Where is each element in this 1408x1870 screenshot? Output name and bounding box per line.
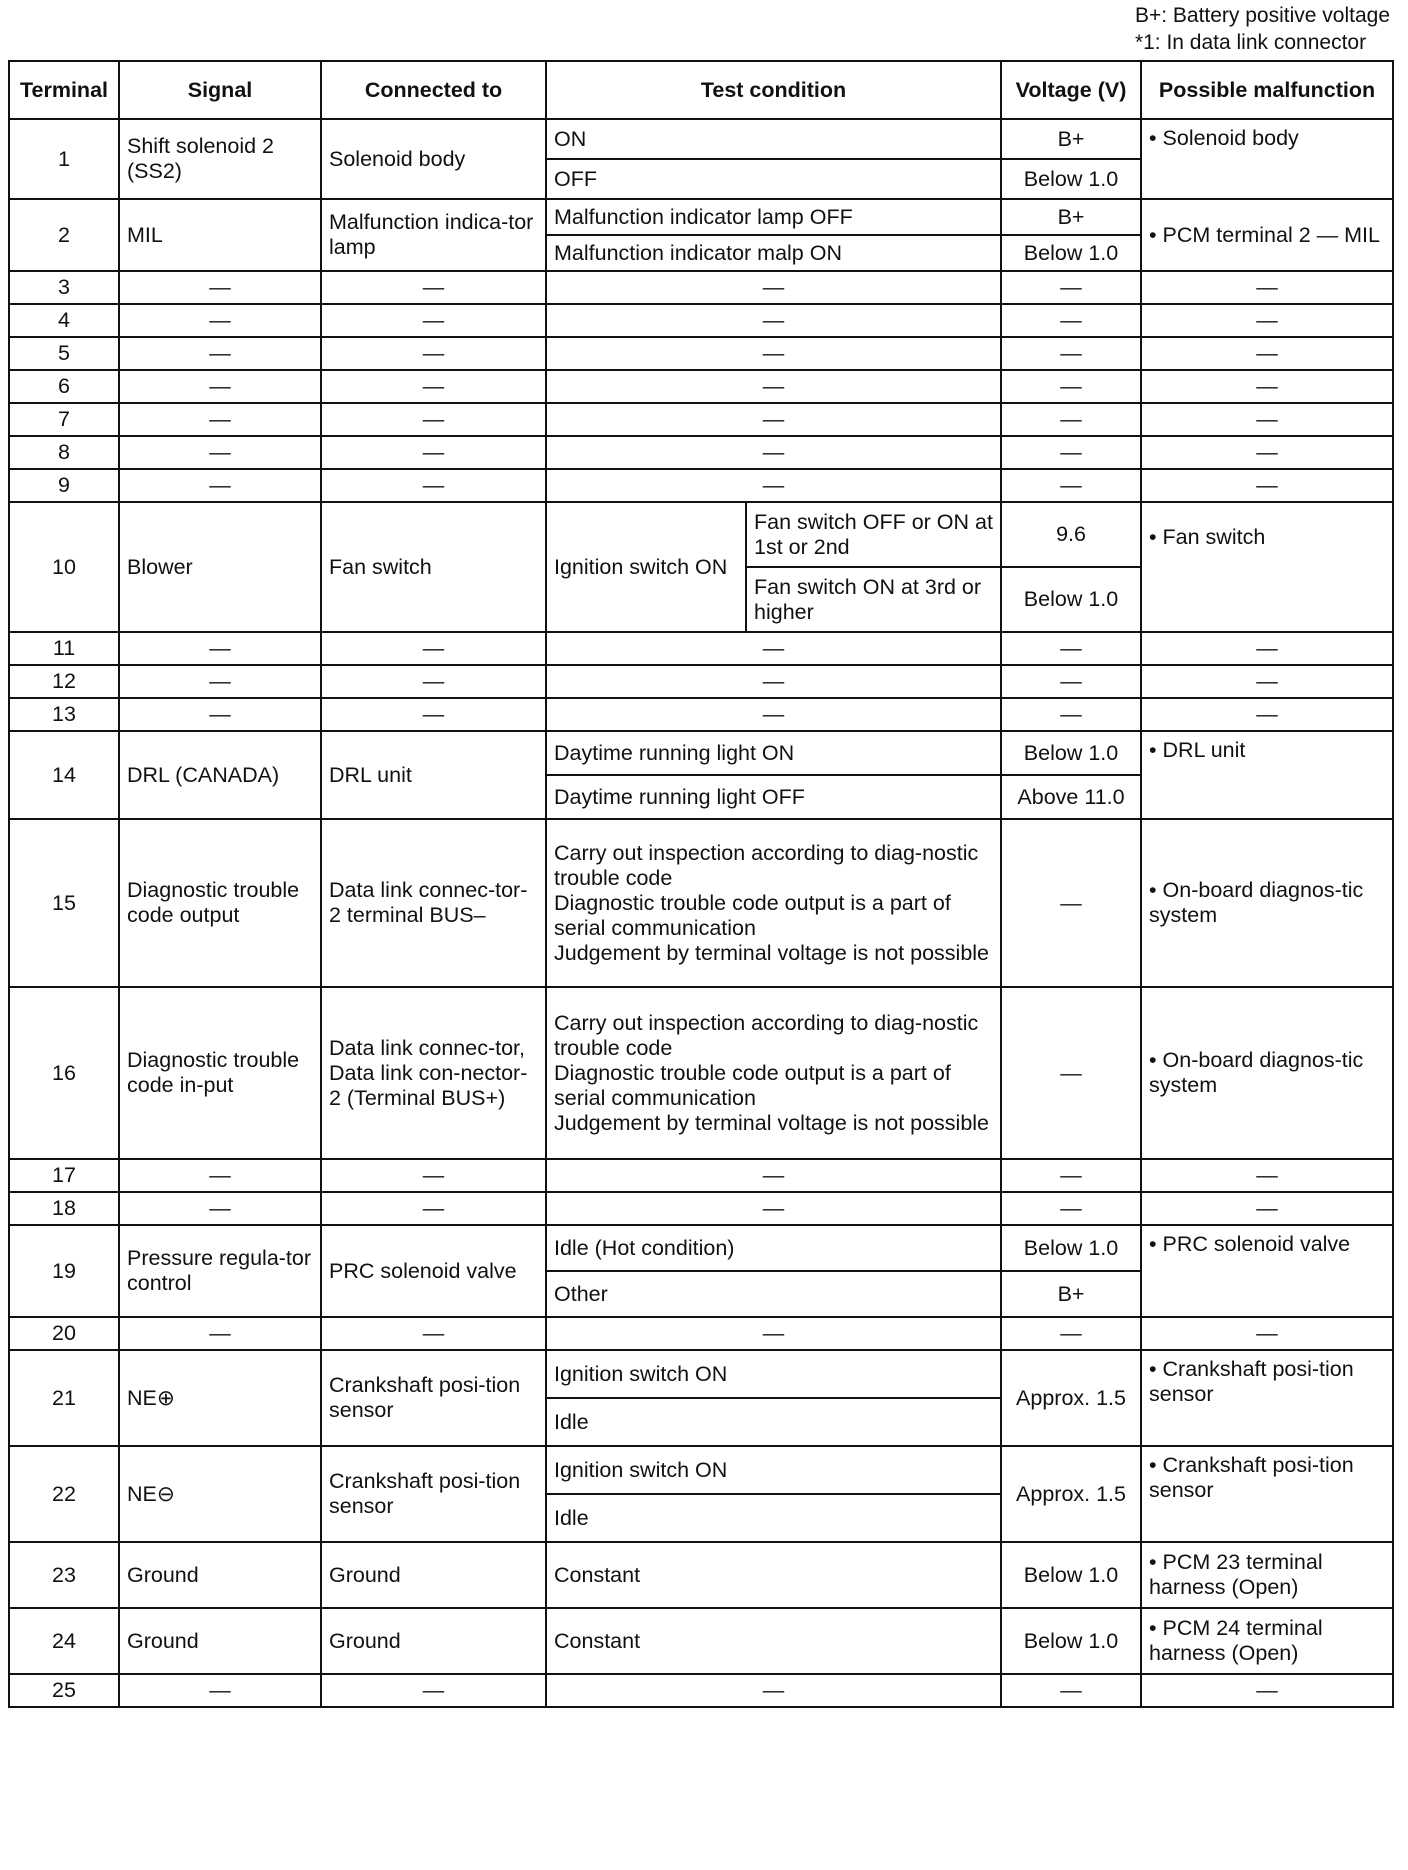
voltage-cell: — <box>1001 1317 1141 1350</box>
signal-cell: DRL (CANADA) <box>119 731 321 819</box>
malfunction-cell: — <box>1141 1159 1393 1192</box>
signal-cell: — <box>119 469 321 502</box>
terminal-number: 2 <box>9 199 119 271</box>
condition-cell: — <box>546 665 1001 698</box>
condition-cell: Constant <box>546 1542 1001 1608</box>
connected-cell: — <box>321 271 546 304</box>
terminal-number: 25 <box>9 1674 119 1707</box>
malfunction-cell: — <box>1141 1192 1393 1225</box>
condition-cell: — <box>546 337 1001 370</box>
malfunction-cell: — <box>1141 1317 1393 1350</box>
voltage-cell: — <box>1001 436 1141 469</box>
malfunction-cell: • PCM 24 terminal harness (Open) <box>1141 1608 1393 1674</box>
connected-cell: — <box>321 469 546 502</box>
condition-cell: Idle (Hot condition) <box>546 1225 1001 1271</box>
connected-cell: — <box>321 370 546 403</box>
signal-cell: — <box>119 271 321 304</box>
condition-cell: — <box>546 1317 1001 1350</box>
table-row <box>9 1350 1393 1398</box>
malfunction-cell: — <box>1141 304 1393 337</box>
table-row <box>9 632 1393 665</box>
terminal-number: 12 <box>9 665 119 698</box>
condition-cell: — <box>546 403 1001 436</box>
connected-cell: Fan switch <box>321 502 546 632</box>
voltage-cell: Below 1.0 <box>1001 1542 1141 1608</box>
malfunction-cell: — <box>1141 665 1393 698</box>
connected-cell: — <box>321 1317 546 1350</box>
sub-condition-cell: Fan switch OFF or ON at 1st or 2nd <box>746 502 1001 567</box>
malfunction-cell: — <box>1141 337 1393 370</box>
table-row <box>9 1674 1393 1707</box>
terminal-number: 20 <box>9 1317 119 1350</box>
malfunction-cell: — <box>1141 271 1393 304</box>
condition-cell: Other <box>546 1271 1001 1317</box>
condition-line: Judgement by terminal voltage is not possible <box>554 940 990 965</box>
signal-cell: — <box>119 403 321 436</box>
voltage-cell: Below 1.0 <box>1001 1225 1141 1271</box>
condition-cell: Ignition switch ON <box>546 502 746 632</box>
condition-cell: Ignition switch ON <box>546 1446 1001 1494</box>
signal-cell: — <box>119 1192 321 1225</box>
voltage-cell: — <box>1001 304 1141 337</box>
table-row <box>9 1446 1393 1494</box>
table-row <box>9 370 1393 403</box>
signal-cell: Pressure regula-tor control <box>119 1225 321 1317</box>
condition-cell: Constant <box>546 1608 1001 1674</box>
signal-cell: — <box>119 1674 321 1707</box>
malfunction-cell: • PRC solenoid valve <box>1141 1225 1393 1317</box>
malfunction-cell: • PCM terminal 2 — MIL <box>1141 199 1393 271</box>
col-terminal: Terminal <box>9 61 119 119</box>
voltage-cell: — <box>1001 370 1141 403</box>
table-row <box>9 304 1393 337</box>
terminal-number: 15 <box>9 819 119 987</box>
note-battery-voltage: B+: Battery positive voltage <box>1134 4 1390 27</box>
signal-cell: Diagnostic trouble code output <box>119 819 321 987</box>
connected-cell: Crankshaft posi-tion sensor <box>321 1350 546 1446</box>
connected-cell: — <box>321 665 546 698</box>
signal-cell: NE⊕ <box>119 1350 321 1446</box>
malfunction-cell: — <box>1141 632 1393 665</box>
signal-cell: MIL <box>119 199 321 271</box>
malfunction-cell: — <box>1141 698 1393 731</box>
connected-cell: Ground <box>321 1542 546 1608</box>
terminal-number: 9 <box>9 469 119 502</box>
connected-cell: — <box>321 632 546 665</box>
connected-cell: — <box>321 304 546 337</box>
condition-cell: OFF <box>546 159 1001 199</box>
malfunction-cell: • On-board diagnos-tic system <box>1141 819 1393 987</box>
condition-cell: Idle <box>546 1494 1001 1542</box>
connected-cell: DRL unit <box>321 731 546 819</box>
sub-condition-cell: Fan switch ON at 3rd or higher <box>746 567 1001 632</box>
voltage-cell: Below 1.0 <box>1001 567 1141 632</box>
voltage-cell: — <box>1001 698 1141 731</box>
table-row <box>9 665 1393 698</box>
terminal-number: 14 <box>9 731 119 819</box>
terminal-number: 8 <box>9 436 119 469</box>
condition-cell: ON <box>546 119 1001 159</box>
malfunction-cell: • Solenoid body <box>1141 119 1393 199</box>
condition-cell: — <box>546 1192 1001 1225</box>
terminal-number: 1 <box>9 119 119 199</box>
table-row <box>9 403 1393 436</box>
signal-cell: — <box>119 632 321 665</box>
col-test-condition: Test condition <box>546 61 1001 119</box>
signal-cell: — <box>119 370 321 403</box>
table-row <box>9 1608 1393 1674</box>
condition-cell: Daytime running light ON <box>546 731 1001 775</box>
signal-cell: — <box>119 337 321 370</box>
malfunction-cell: — <box>1141 1674 1393 1707</box>
condition-line: Carry out inspection according to diag-nostic trouble code <box>554 840 979 890</box>
table-row <box>9 1225 1393 1271</box>
terminal-number: 21 <box>9 1350 119 1446</box>
voltage-cell: Below 1.0 <box>1001 1608 1141 1674</box>
terminal-number: 24 <box>9 1608 119 1674</box>
table-row <box>9 199 1393 235</box>
voltage-cell: B+ <box>1001 119 1141 159</box>
voltage-cell: — <box>1001 819 1141 987</box>
voltage-cell: — <box>1001 1159 1141 1192</box>
condition-cell: — <box>546 469 1001 502</box>
signal-cell: — <box>119 1317 321 1350</box>
condition-line: Carry out inspection according to diag-nostic trouble code <box>554 1010 979 1060</box>
voltage-cell: — <box>1001 632 1141 665</box>
voltage-cell: Below 1.0 <box>1001 731 1141 775</box>
condition-cell: — <box>546 698 1001 731</box>
table-row <box>9 119 1393 159</box>
malfunction-cell: • Crankshaft posi-tion sensor <box>1141 1350 1393 1446</box>
table-row <box>9 731 1393 775</box>
terminal-number: 4 <box>9 304 119 337</box>
condition-cell: — <box>546 436 1001 469</box>
terminal-number: 10 <box>9 502 119 632</box>
condition-cell <box>546 987 1001 1159</box>
signal-cell: NE⊖ <box>119 1446 321 1542</box>
table-row <box>9 819 1393 987</box>
voltage-cell: Below 1.0 <box>1001 235 1141 271</box>
terminal-number: 11 <box>9 632 119 665</box>
connected-cell: — <box>321 1192 546 1225</box>
table-row <box>9 1159 1393 1192</box>
connected-cell: Crankshaft posi-tion sensor <box>321 1446 546 1542</box>
table-row <box>9 1542 1393 1608</box>
terminal-number: 17 <box>9 1159 119 1192</box>
terminal-number: 5 <box>9 337 119 370</box>
condition-cell: Malfunction indicator lamp OFF <box>546 199 1001 235</box>
connected-cell: — <box>321 403 546 436</box>
connected-cell: Data link connec-tor-2 terminal BUS– <box>321 819 546 987</box>
connected-cell: Data link connec-tor, Data link con-nector-2 (Terminal BUS+) <box>321 987 546 1159</box>
voltage-cell: — <box>1001 403 1141 436</box>
table-row <box>9 469 1393 502</box>
table-row <box>9 698 1393 731</box>
table-row <box>9 1317 1393 1350</box>
condition-cell: — <box>546 370 1001 403</box>
pcm-terminal-table <box>8 60 1394 1708</box>
signal-cell: Blower <box>119 502 321 632</box>
signal-cell: — <box>119 304 321 337</box>
connected-cell: — <box>321 436 546 469</box>
condition-line: Judgement by terminal voltage is not possible <box>554 1110 990 1135</box>
voltage-cell: — <box>1001 1192 1141 1225</box>
condition-cell: Daytime running light OFF <box>546 775 1001 819</box>
col-voltage: Voltage (V) <box>1001 61 1141 119</box>
signal-cell: — <box>119 698 321 731</box>
voltage-cell: Approx. 1.5 <box>1001 1350 1141 1446</box>
condition-cell: Idle <box>546 1398 1001 1446</box>
condition-cell: — <box>546 632 1001 665</box>
table-row <box>9 1192 1393 1225</box>
voltage-cell: — <box>1001 665 1141 698</box>
connected-cell: — <box>321 337 546 370</box>
terminal-number: 3 <box>9 271 119 304</box>
malfunction-cell: • DRL unit <box>1141 731 1393 819</box>
connected-cell: — <box>321 698 546 731</box>
condition-cell: — <box>546 1674 1001 1707</box>
condition-line: Diagnostic trouble code output is a part of serial communication <box>554 1060 951 1110</box>
signal-cell: Ground <box>119 1542 321 1608</box>
condition-cell <box>546 819 1001 987</box>
voltage-cell: B+ <box>1001 1271 1141 1317</box>
connected-cell: — <box>321 1674 546 1707</box>
malfunction-cell: — <box>1141 370 1393 403</box>
col-signal: Signal <box>119 61 321 119</box>
terminal-number: 16 <box>9 987 119 1159</box>
voltage-cell: 9.6 <box>1001 502 1141 567</box>
condition-line: Diagnostic trouble code output is a part of serial communication <box>554 890 951 940</box>
voltage-cell: Below 1.0 <box>1001 159 1141 199</box>
signal-cell: — <box>119 436 321 469</box>
terminal-number: 18 <box>9 1192 119 1225</box>
malfunction-cell: • Fan switch <box>1141 502 1393 632</box>
terminal-number: 22 <box>9 1446 119 1542</box>
connected-cell: — <box>321 1159 546 1192</box>
signal-cell: Shift solenoid 2 (SS2) <box>119 119 321 199</box>
malfunction-cell: • PCM 23 terminal harness (Open) <box>1141 1542 1393 1608</box>
malfunction-cell: — <box>1141 403 1393 436</box>
condition-cell: — <box>546 304 1001 337</box>
voltage-cell: — <box>1001 337 1141 370</box>
table-row <box>9 337 1393 370</box>
table-row <box>9 436 1393 469</box>
col-possible-malfunction: Possible malfunction <box>1141 61 1393 119</box>
malfunction-cell: • On-board diagnos-tic system <box>1141 987 1393 1159</box>
terminal-number: 7 <box>9 403 119 436</box>
connected-cell: Ground <box>321 1608 546 1674</box>
table-row <box>9 502 1393 567</box>
connected-cell: Malfunction indica-tor lamp <box>321 199 546 271</box>
header-row <box>9 61 1393 119</box>
condition-cell: — <box>546 1159 1001 1192</box>
signal-cell: Ground <box>119 1608 321 1674</box>
voltage-cell: — <box>1001 1674 1141 1707</box>
malfunction-cell: — <box>1141 436 1393 469</box>
voltage-cell: — <box>1001 271 1141 304</box>
condition-cell: Malfunction indicator malp ON <box>546 235 1001 271</box>
connected-cell: Solenoid body <box>321 119 546 199</box>
signal-cell: Diagnostic trouble code in-put <box>119 987 321 1159</box>
connected-cell: PRC solenoid valve <box>321 1225 546 1317</box>
voltage-cell: B+ <box>1001 199 1141 235</box>
terminal-number: 23 <box>9 1542 119 1608</box>
voltage-cell: Above 11.0 <box>1001 775 1141 819</box>
table-row <box>9 987 1393 1159</box>
terminal-number: 6 <box>9 370 119 403</box>
malfunction-cell: — <box>1141 469 1393 502</box>
condition-cell: — <box>546 271 1001 304</box>
terminal-number: 13 <box>9 698 119 731</box>
terminal-number: 19 <box>9 1225 119 1317</box>
condition-cell: Ignition switch ON <box>546 1350 1001 1398</box>
note-data-link: *1: In data link connector <box>1134 31 1367 54</box>
table-row <box>9 271 1393 304</box>
malfunction-cell: • Crankshaft posi-tion sensor <box>1141 1446 1393 1542</box>
voltage-cell: — <box>1001 987 1141 1159</box>
voltage-cell: — <box>1001 469 1141 502</box>
footnotes <box>1135 2 1390 56</box>
signal-cell: — <box>119 665 321 698</box>
col-connected-to: Connected to <box>321 61 546 119</box>
voltage-cell: Approx. 1.5 <box>1001 1446 1141 1542</box>
signal-cell: — <box>119 1159 321 1192</box>
